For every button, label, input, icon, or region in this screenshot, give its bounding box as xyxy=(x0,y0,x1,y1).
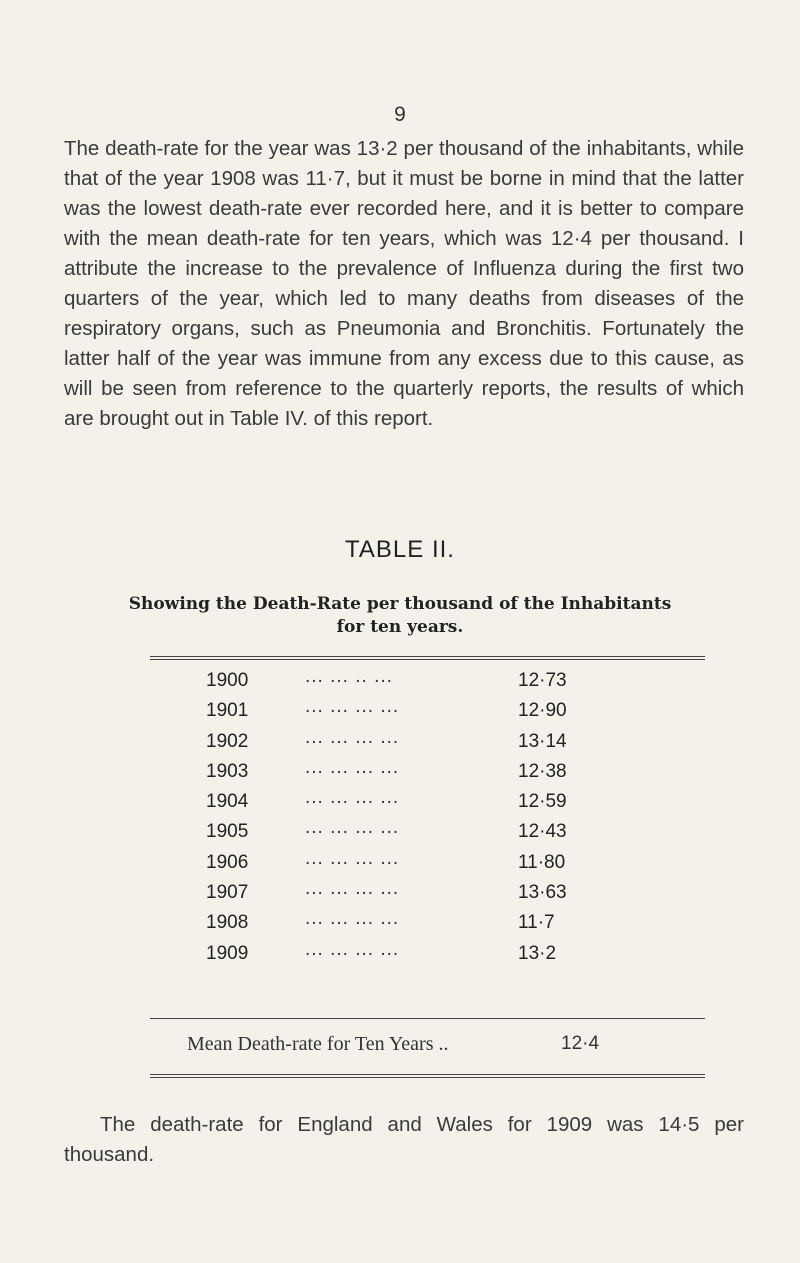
row-leader-dots: ... ... ... ... xyxy=(305,817,400,839)
row-year: 1905 xyxy=(206,821,249,843)
table-row xyxy=(150,666,705,700)
mean-value: 12·4 xyxy=(561,1033,600,1054)
row-year: 1900 xyxy=(206,670,249,691)
row-leader-dots: ... ... ... ... xyxy=(305,908,400,930)
table-row xyxy=(150,878,705,912)
table-row xyxy=(150,908,705,942)
table-bottom-rule xyxy=(150,1074,705,1075)
row-value: 13·14 xyxy=(518,730,567,752)
mean-death-rate-row xyxy=(187,1033,600,1056)
row-leader-dots: ... ... ... ... xyxy=(305,938,400,960)
closing-paragraph xyxy=(64,1110,744,1170)
table-top-rule-second xyxy=(150,659,705,660)
page-number: 9 xyxy=(394,103,406,126)
table-caption-line-1: Showing the Death-Rate per thousand of the Inhabitants xyxy=(128,594,672,614)
table-row xyxy=(150,726,705,761)
row-value: 11·7 xyxy=(518,912,555,934)
row-year: 1903 xyxy=(206,760,249,782)
table-mid-rule xyxy=(150,1018,705,1019)
intro-paragraph: The death-rate for the year was 13·2 per thousand of the inhabitants, while that of the year 1908 was 11·7, but it must be borne in mind that the latter was the lowest death-rate ever recorded here, and it is better to compare with the mean death-rate for ten years, which was 12·4 per thousand. I attribute the increase to the prevalence of Influenza during the first two quarters of the year, which led to many deaths from diseases of the respiratory organs, such as Pneumonia and Bronchitis. Fortunately the latter half of the year was immune from any excess due to this cause, as will be seen from reference to the quarterly reports, the results of which are brought out in Table IV. of this report. xyxy=(64,137,744,430)
row-value: 13·63 xyxy=(518,882,567,904)
table-row xyxy=(150,787,705,821)
row-year: 1906 xyxy=(206,851,249,873)
row-leader-dots: ... ... ... ... xyxy=(305,726,400,748)
row-value: 12·43 xyxy=(518,821,567,843)
row-year: 1907 xyxy=(206,882,249,904)
table-top-rule xyxy=(150,656,705,657)
row-value: 12·38 xyxy=(518,760,567,782)
row-year: 1908 xyxy=(206,912,249,934)
row-leader-dots: ... ... ... ... xyxy=(305,696,400,718)
death-rate-table xyxy=(150,666,705,973)
row-value: 13·2 xyxy=(518,942,557,964)
row-leader-dots: ... ... ... ... xyxy=(305,847,400,869)
row-value: 12·73 xyxy=(518,670,567,691)
row-leader-dots: ... ... ... ... xyxy=(305,787,400,809)
table-caption-line-2: for ten years. xyxy=(336,617,464,637)
table-row xyxy=(150,847,705,882)
row-year: 1901 xyxy=(206,700,249,722)
table-row xyxy=(150,817,705,851)
mean-label: Mean Death-rate for Ten Years .. xyxy=(187,1033,449,1055)
row-year: 1902 xyxy=(206,730,249,752)
row-value: 11·80 xyxy=(518,851,566,873)
row-leader-dots: ... ... ... ... xyxy=(305,878,400,900)
row-value: 12·59 xyxy=(518,791,567,813)
table-title: TABLE II. xyxy=(345,536,455,563)
row-year: 1909 xyxy=(206,942,249,964)
table-row xyxy=(150,938,705,973)
row-leader-dots: ... ... ... ... xyxy=(305,756,400,778)
row-value: 12·90 xyxy=(518,700,567,722)
table-row xyxy=(150,696,705,730)
table-row xyxy=(150,756,705,791)
table-caption xyxy=(0,593,800,639)
row-year: 1904 xyxy=(206,791,249,813)
closing-paragraph-text: The death-rate for England and Wales for 1909 was 14·5 per thousand. xyxy=(64,1113,744,1166)
table-bottom-rule-second xyxy=(150,1077,705,1078)
row-leader-dots: ... ... .. ... xyxy=(305,666,393,687)
